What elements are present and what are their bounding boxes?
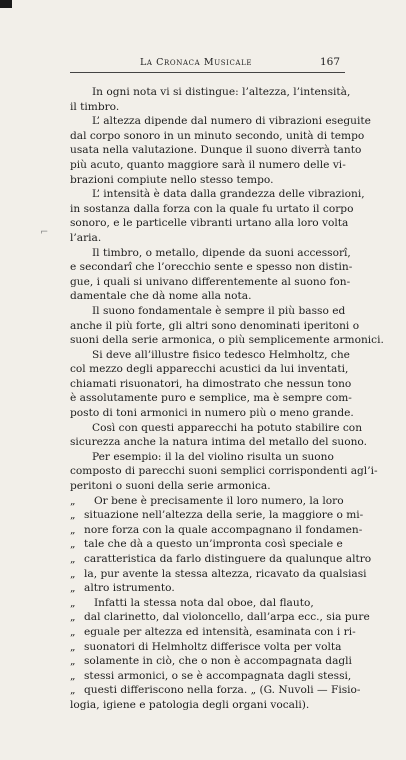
- text-line: [70, 640, 345, 655]
- quote-mark: „: [70, 611, 76, 624]
- line-text: e secondarî che l’orecchio sente e spesso non distin-: [70, 261, 353, 274]
- text-line: [70, 143, 362, 158]
- quote-mark: „: [70, 494, 76, 507]
- line-text: Per esempio: il la del violino risulta un suono: [92, 450, 334, 463]
- quote-mark: „: [70, 582, 76, 595]
- header-rule: [70, 72, 345, 73]
- running-title: La Cronaca Musicale: [140, 57, 253, 68]
- line-text: sonoro, e le particelle vibranti urtano alla loro volta: [70, 217, 349, 230]
- line-text: col mezzo degli apparecchi acustici da lui inventati,: [70, 363, 349, 376]
- page-number: 167: [319, 56, 340, 68]
- line-text: tale che dà a questo un’impronta così speciale e: [84, 538, 343, 551]
- text-line: [70, 654, 352, 669]
- quote-mark: „: [70, 669, 76, 682]
- text-line: [70, 85, 351, 100]
- text-line: [70, 523, 363, 538]
- line-text: caratteristica da farlo distinguere da qualunque altro: [84, 553, 372, 565]
- line-text: sicurezza anche la natura intima del metallo del suono.: [70, 436, 367, 449]
- quote-mark: „: [70, 640, 76, 653]
- line-text: suonatori di Helmholtz differisce volta per volta: [84, 640, 342, 653]
- text-line: [70, 494, 345, 509]
- line-text: questi differiscono nella forza. „ (G. Nuvoli — Fisio-: [84, 684, 361, 697]
- text-line: [70, 260, 353, 275]
- text-line: [70, 129, 365, 144]
- text-line: [70, 202, 354, 217]
- page-tab-mark: [0, 0, 12, 8]
- text-line: [70, 391, 352, 406]
- body-text: [70, 85, 384, 713]
- text-line: [70, 158, 345, 173]
- text-line: [70, 698, 345, 713]
- text-line: [70, 625, 356, 640]
- line-text: anche il più forte, gli altri sono denominati iperitoni o: [70, 319, 360, 332]
- text-line: [70, 596, 345, 611]
- text-line: [70, 362, 349, 377]
- text-line: [70, 319, 360, 334]
- text-line: [70, 304, 345, 319]
- line-text: peritoni o suoni della serie armonica.: [70, 480, 271, 493]
- line-text: usata nella valutazione. Dunque il suono diverrà tanto: [70, 144, 362, 157]
- line-text: L’ altezza dipende dal numero di vibrazioni eseguite: [92, 115, 371, 128]
- line-text: Infatti la stessa nota dal oboe, dal flauto,: [94, 596, 314, 609]
- quote-mark: „: [70, 655, 76, 668]
- text-line: [70, 275, 351, 290]
- line-text: Il suono fondamentale è sempre il più basso ed: [92, 304, 346, 317]
- line-text: dal clarinetto, dal violoncello, dall’arpa ecc., sia pure: [84, 611, 370, 624]
- text-line: [70, 508, 364, 523]
- quote-mark: „: [70, 596, 76, 609]
- text-line: [70, 683, 361, 698]
- line-text: situazione nell’altezza della serie, la maggiore o mi-: [84, 509, 364, 522]
- line-text: nore forza con la quale accompagnano il fondamen-: [84, 523, 363, 536]
- line-text: suoni della serie armonica, o più semplicemente armonici.: [70, 334, 384, 347]
- line-text: Si deve all’illustre fisico tedesco Helmholtz, che: [92, 348, 350, 361]
- line-text: più acuto, quanto maggiore sarà il numero delle vi-: [70, 158, 346, 171]
- line-text: eguale per altezza ed intensità, esaminata con i ri-: [84, 625, 356, 638]
- text-line: [70, 231, 345, 246]
- text-line: [70, 406, 354, 421]
- line-text: chiamati risuonatori, ha dimostrato che nessun tono: [70, 377, 352, 390]
- line-text: posto di toni armonici in numero più o meno grande.: [70, 407, 354, 420]
- text-line: [70, 114, 371, 129]
- text-line: [70, 216, 349, 231]
- line-text: gue, i quali si univano differentemente al suono fon-: [70, 275, 351, 288]
- line-text: in sostanza dalla forza con la quale fu urtato il corpo: [70, 202, 354, 215]
- text-line: [70, 100, 345, 115]
- quote-mark: „: [70, 509, 76, 522]
- quote-mark: „: [70, 553, 76, 565]
- text-line: [70, 246, 351, 261]
- line-text: L’ intensità è data dalla grandezza delle vibrazioni,: [92, 188, 365, 201]
- line-text: è assolutamente puro e semplice, ma è sempre com-: [70, 392, 352, 405]
- text-line: [70, 567, 367, 582]
- text-line: [70, 348, 350, 363]
- text-line: [70, 421, 363, 436]
- line-text: la, pur avente la stessa altezza, ricavato da qualsiasi: [84, 567, 367, 580]
- quote-mark: „: [70, 625, 76, 638]
- text-line: [70, 537, 345, 552]
- quote-mark: „: [70, 684, 76, 697]
- text-line: [70, 552, 372, 567]
- quote-mark: „: [70, 567, 76, 580]
- text-line: [70, 479, 345, 494]
- text-line: [70, 669, 352, 684]
- line-text: damentale che dà nome alla nota.: [70, 290, 252, 303]
- line-text: altro istrumento.: [84, 582, 175, 595]
- line-text: Il timbro, o metallo, dipende da suoni accessorî,: [92, 246, 351, 259]
- text-line: [70, 464, 378, 479]
- text-line: [70, 435, 367, 450]
- text-line: [70, 450, 345, 465]
- line-text: l’aria.: [70, 231, 102, 244]
- line-text: stessi armonici, o se è accompagnata dagli stessi,: [84, 669, 352, 682]
- line-text: Così con questi apparecchi ha potuto stabilire con: [92, 421, 363, 434]
- text-line: [70, 610, 370, 625]
- line-text: In ogni nota vi si distingue: l’altezza, l’intensità,: [92, 86, 351, 98]
- line-text: solamente in ciò, che o non è accompagnata dagli: [84, 655, 352, 668]
- text-line: [70, 187, 365, 202]
- line-text: composto di parecchi suoni semplici corrispondenti agl’i-: [70, 465, 378, 478]
- line-text: brazioni compiute nello stesso tempo.: [70, 173, 274, 186]
- line-text: logia, igiene e patologia degli organi vocali).: [70, 698, 310, 711]
- page-header: [70, 57, 340, 71]
- text-line: [70, 333, 384, 348]
- text-line: [70, 289, 345, 304]
- text-line: [70, 377, 352, 392]
- text-line: [70, 173, 345, 188]
- quote-mark: „: [70, 523, 76, 536]
- margin-mark: ⌐: [40, 227, 49, 238]
- line-text: Or bene è precisamente il loro numero, la loro: [94, 494, 344, 507]
- line-text: dal corpo sonoro in un minuto secondo, unità di tempo: [70, 129, 365, 142]
- text-line: [70, 581, 345, 596]
- line-text: il timbro.: [70, 100, 120, 113]
- quote-mark: „: [70, 538, 76, 551]
